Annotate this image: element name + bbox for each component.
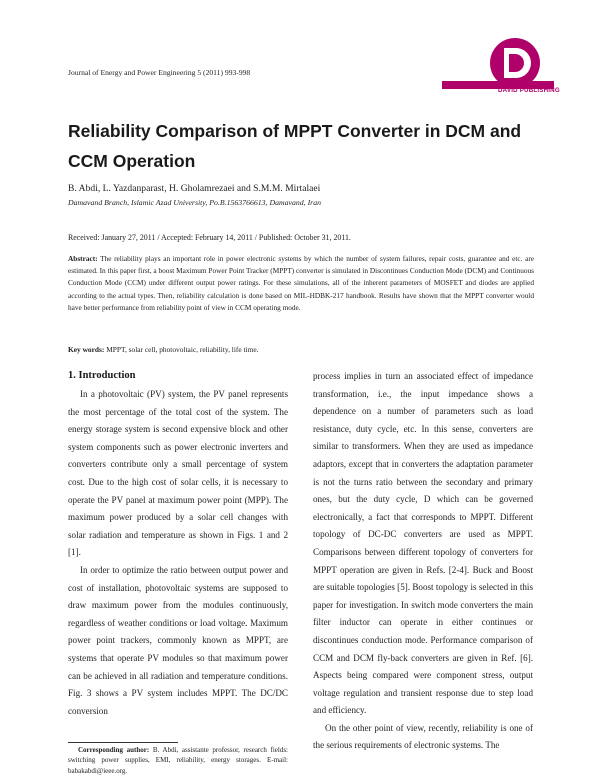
intro-paragraph-2: In order to optimize the ratio between output power and cost of installation, photovoltaic systems are supposed to draw maximum power from the modules continuously, regardless of weather conditions or load voltage. Maximum power point trackers, commonly known as MPPT, are systems that operate PV modules so that maximum power can be achieved in all radiation and temperature conditions. Fig. 3 shows a PV system includes MPPT. The DC/DC conversion [68, 564, 288, 716]
abstract [68, 253, 534, 314]
footnote-label: Corresponding author: [78, 746, 150, 754]
abstract-text: The reliability plays an important role in power electronic systems by which the number of system failures, repair costs, guarantee and etc. are estimated. In this paper first, a boost Maximum Power Point Tracker (MPPT) converter is simulated in Discontinues Conduction Mode (DCM) and Continuous Conduction Mode (CCM) under different output power ratings. For these simulations, all of the inherent parameters of MOSFET and diodes are applied according to the actual types. Then, reliability calculation is done based on MIL-HDBK-217 handbook. Results have shown that the MPPT converter would have better performance from reliability point of view in CCM operating mode. [68, 254, 534, 312]
article-title: Reliability Comparison of MPPT Converter in DCM and CCM Operation [68, 121, 522, 171]
intro-paragraph-4: On the other point of view, recently, reliability is one of the serious requirements of electronic systems. The [313, 722, 533, 751]
intro-paragraph-1: In a photovoltaic (PV) system, the PV panel represents the most percentage of the total cost of the system. The energy storage system is second expensive block and other system components such as power electronic inverters and converters contribute only a small percentage of system cost. Due to the high cost of solar cells, it is necessary to operate the PV panel at maximum power point (MPP). The maximum power produced by a solar cell changes with solar radiation and temperature as shown in Figs. 1 and 2 [1]. [68, 389, 288, 558]
article-authors: B. Abdi, L. Yazdanparast, H. Gholamrezaei and S.M.M. Mirtalaei [68, 183, 321, 194]
left-column [68, 386, 288, 720]
section-heading-introduction: 1. Introduction [68, 370, 136, 381]
article-dates: Received: January 27, 2011 / Accepted: February 14, 2011 / Published: October 31, 2011. [68, 233, 351, 242]
keywords [68, 345, 534, 354]
footnote-rule [68, 742, 178, 743]
keywords-label: Key words: [68, 345, 105, 354]
keywords-text: MPPT, solar cell, photovoltaic, reliability, life time. [104, 345, 259, 354]
right-column [313, 368, 533, 755]
abstract-label: Abstract: [68, 254, 98, 263]
corresponding-author-footnote [68, 745, 288, 776]
footnote-text: B. Abdi, assistante professor, research fields: switching power supplies, EMI, reliability, energy storages. E-mail: babakabdi@ieee.org. [68, 746, 288, 775]
logo-wordmark: DAVID PUBLISHING [498, 87, 560, 94]
journal-citation: Journal of Energy and Power Engineering 5 (2011) 993-998 [68, 68, 251, 77]
article-affiliation: Damavand Branch, Islamic Azad University, Po.B.1563766613, Damavand, Iran [68, 198, 322, 207]
intro-paragraph-3: process implies in turn an associated effect of impedance transformation, i.e., the input impedance shows a dependence on a number of parameters such as load resistance, duty cycle, etc. In this sense, converters are similar to transformers. When they are used as impedance adaptors, except that in converters the adaptation parameter is not the turns ratio between the secondary and primary ones, but the duty cycle, D which can be governed electronically, a fact that corresponds to MPPT. Different topology of DC-DC converters are used as MPPT. Comparisons between different topology of converters for MPPT operation are given in Refs. [2-4]. Buck and Boost are suitable topologies [5]. Boost topology is selected in this paper for investigation. In switch mode converters the main filter inductor can operate in either continues or discontinues conduction mode. Performance comparison of CCM and DCM fly-back converters are given in Ref. [6]. Aspects being compared were component stress, output voltage regulation and transient response due to step load and efficiency. [313, 371, 533, 716]
